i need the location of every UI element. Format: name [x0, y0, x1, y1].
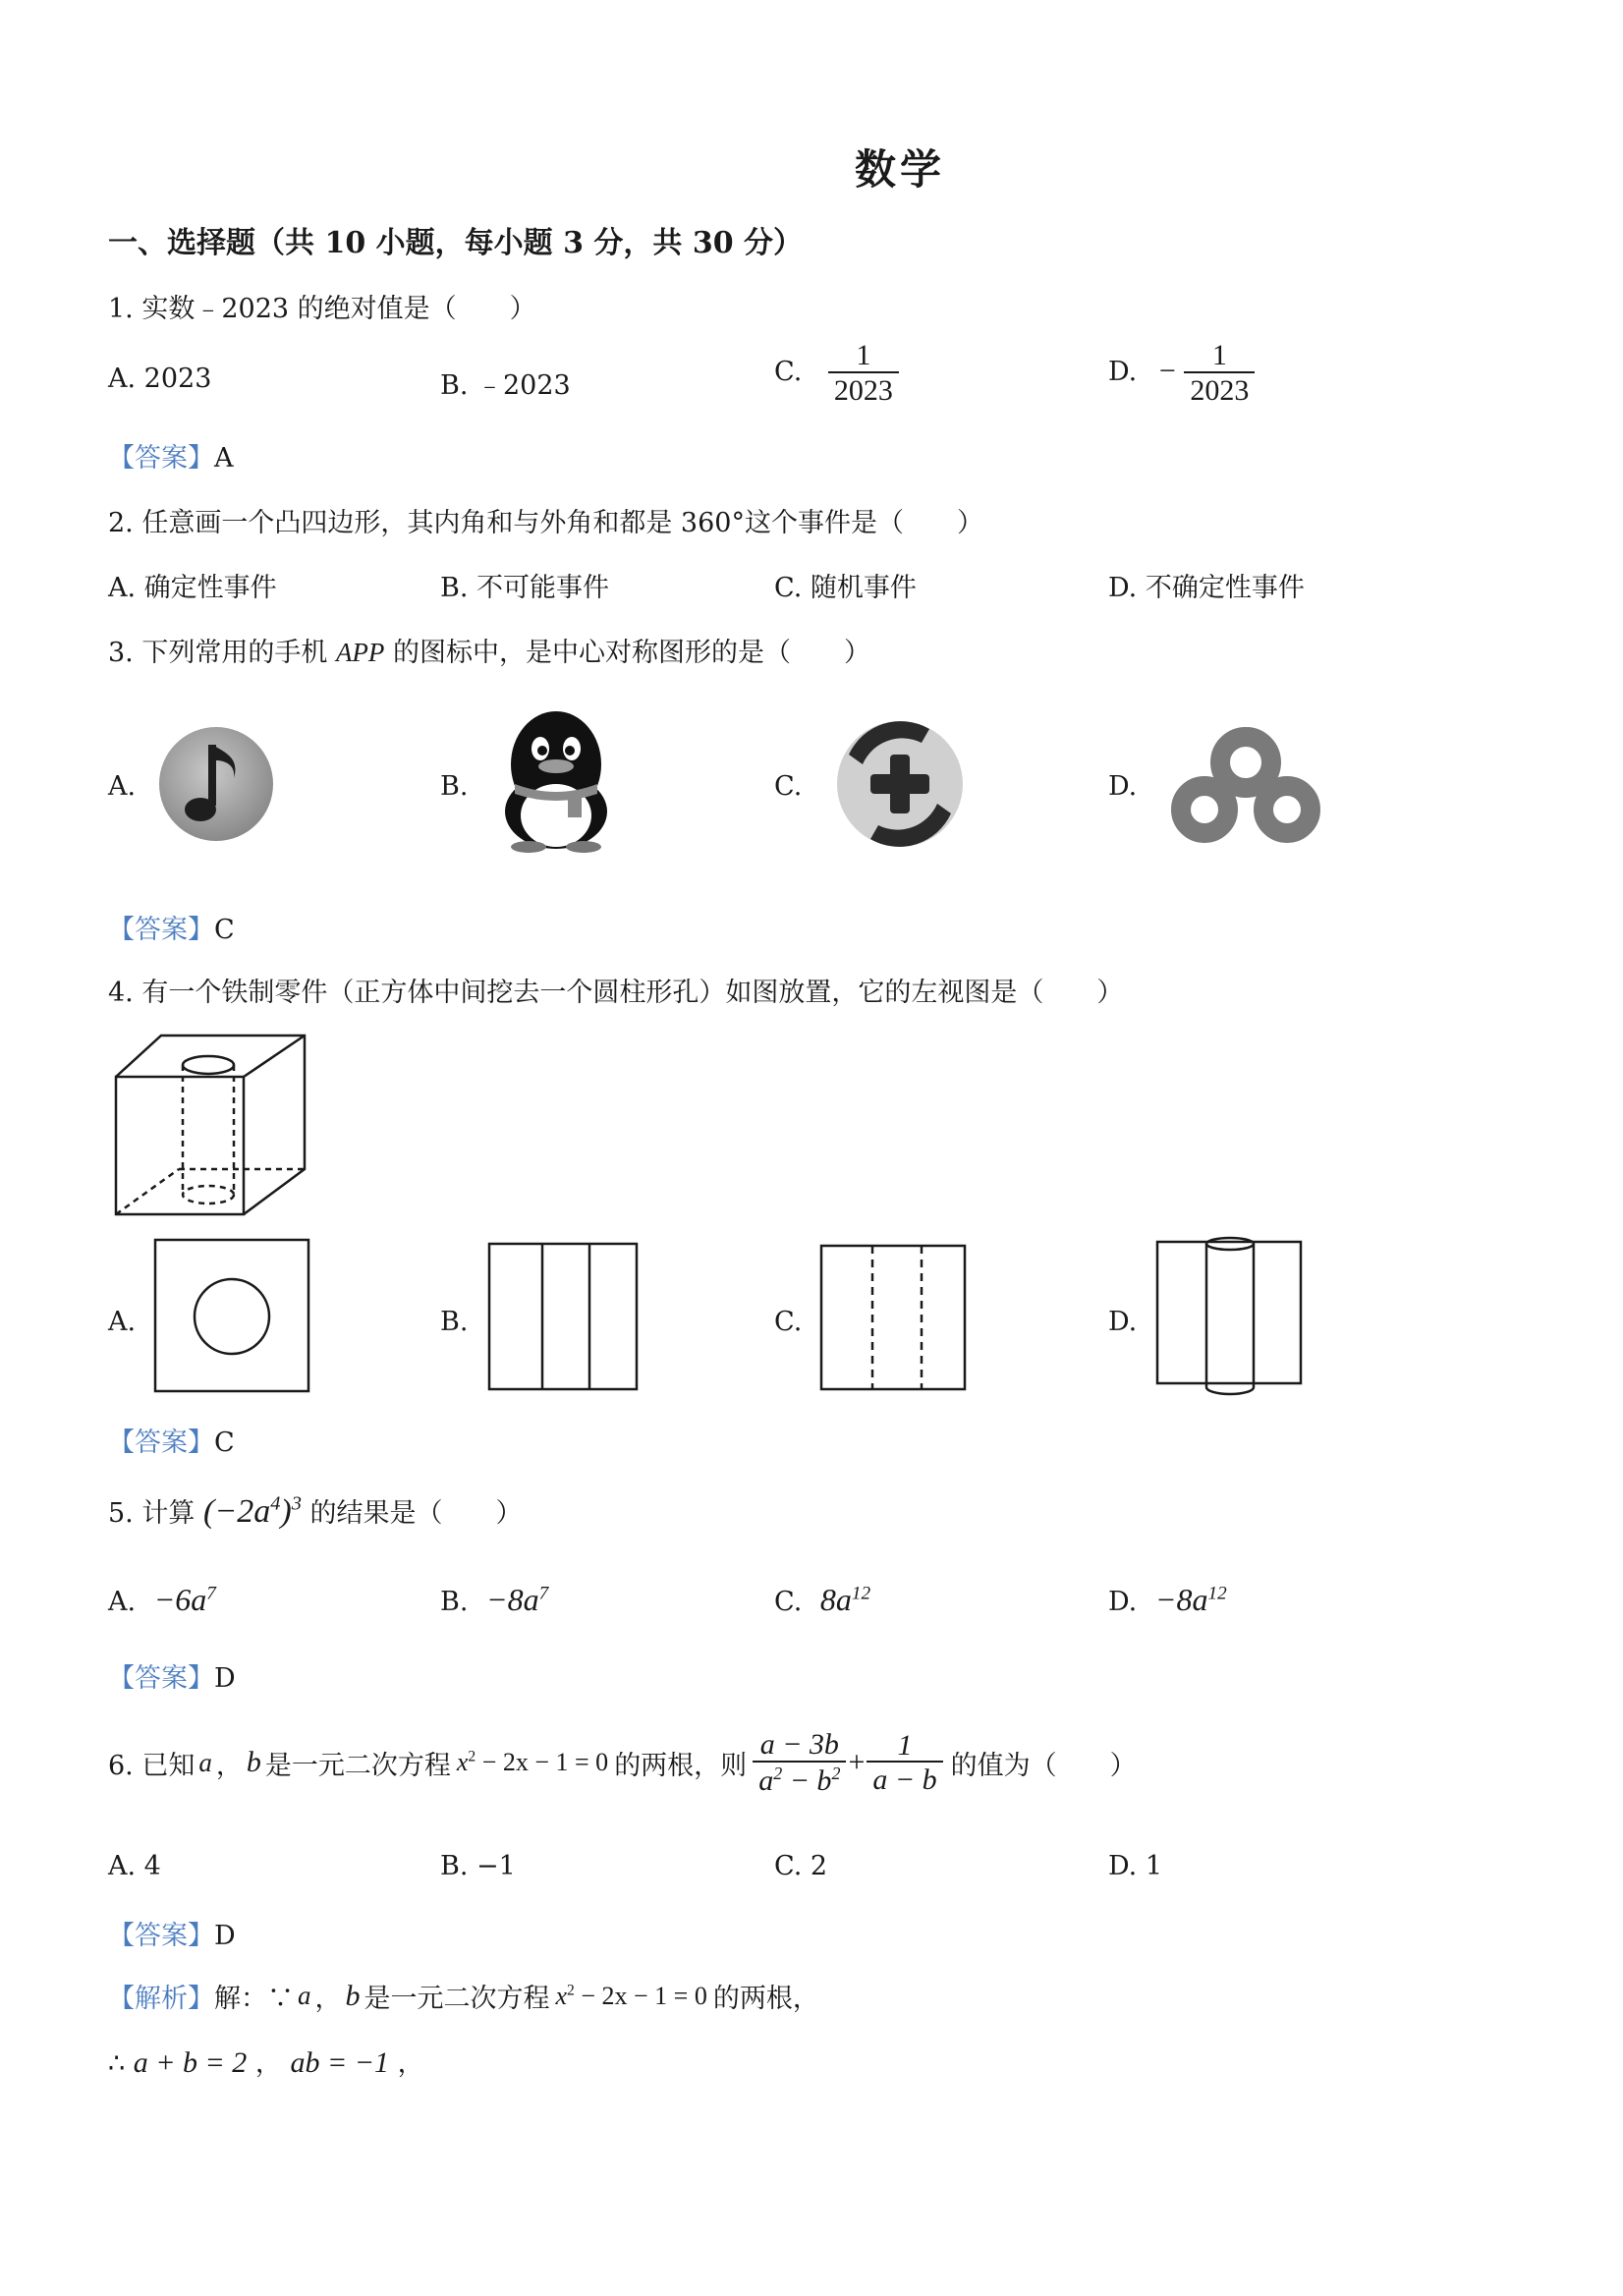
analysis-t1: 解：∵ [214, 1984, 294, 2014]
q5-b-exp: 7 [538, 1583, 549, 1604]
q3-option-c: C. [774, 771, 803, 802]
q6-equation [457, 1748, 608, 1777]
q3-text-app: APP [335, 638, 385, 667]
q6-f1-denominator [753, 1761, 846, 1797]
q5-expr-base: −2a [214, 1493, 271, 1530]
analysis-eq2: ab = −1 [290, 2046, 389, 2079]
q6-f1-numerator: a − 3b [759, 1728, 839, 1761]
q6-t5: 的值为（ ） [950, 1750, 1137, 1781]
q6-option-b: B. −1 [440, 1851, 516, 1881]
q5-answer [108, 1656, 236, 1695]
music-note-icon [155, 723, 277, 845]
q4-view-b-figure [487, 1242, 641, 1393]
q4-option-a: A. [108, 1307, 137, 1337]
page-title: 数学 [855, 145, 946, 194]
answer-tag: 【答案】 [108, 1921, 214, 1951]
q2-option-c: C. 随机事件 [774, 573, 917, 603]
q1-answer [108, 436, 234, 475]
q4-view-c-figure [819, 1244, 969, 1393]
q6-analysis-line-1 [108, 1977, 819, 2015]
q6-option-a: A. 4 [108, 1851, 161, 1881]
question-4-text: 4. 有一个铁制零件（正方体中间挖去一个圆柱形孔）如图放置，它的左视图是（ ） [108, 978, 1124, 1008]
analysis-t2: ， [314, 1984, 342, 2014]
answer-tag: 【答案】 [108, 915, 214, 945]
q5-text-pre: 5. 计算 [108, 1498, 196, 1529]
q5-option-a [108, 1582, 216, 1618]
q6-f1-exp-1: 2 [773, 1763, 783, 1783]
q5-option-b [440, 1582, 548, 1618]
q5-expression: $(-2a^4)^3$ [202, 1492, 302, 1530]
q1-c-denominator: 2023 [828, 371, 899, 407]
q5-d-base: −8a [1154, 1582, 1208, 1617]
q6-t1: 6. 已知 [108, 1750, 196, 1781]
q5-expr-outer-exp: 3 [291, 1492, 302, 1515]
q6-t3: 是一元二次方程 [264, 1750, 451, 1781]
question-1-text: 1. 实数﹣2023 的绝对值是（ ） [108, 294, 536, 324]
q5-option-c [774, 1582, 870, 1618]
q1-option-d-fraction [1184, 340, 1255, 406]
penguin-icon [489, 705, 623, 853]
q6-var-b: b [246, 1746, 261, 1778]
q5-c-label: C. [774, 1587, 803, 1617]
q5-c-base: 8a [819, 1582, 852, 1617]
q5-b-label: B. [440, 1587, 469, 1617]
question-6-text [108, 1729, 1137, 1796]
q5-c-exp: 12 [851, 1583, 871, 1604]
q2-option-b: B. 不可能事件 [440, 573, 610, 603]
analysis-end: ， [397, 2048, 424, 2079]
q1-option-d-label: D. [1108, 357, 1138, 387]
q1-answer-value: A [214, 443, 234, 474]
analysis-sep: ， [254, 2048, 282, 2079]
question-2-text: 2. 任意画一个凸四边形，其内角和与外角和都是 360°这个事件是（ ） [108, 508, 983, 538]
q4-answer [108, 1421, 235, 1459]
q4-view-a-figure [153, 1238, 312, 1395]
q6-fraction-2 [867, 1730, 942, 1796]
q3-option-d: D. [1108, 771, 1138, 802]
q3-text-post: 的图标中，是中心对称图形的是（ ） [393, 638, 871, 668]
q3-option-a: A. [108, 771, 137, 802]
q1-d-sign: − [1158, 355, 1176, 387]
q5-d-label: D. [1108, 1587, 1138, 1617]
q6-f1-den-mid: − b [782, 1764, 832, 1797]
q5-a-exp: 7 [206, 1583, 216, 1604]
q6-var-a: a [198, 1747, 212, 1777]
plus-circle-icon [831, 715, 969, 853]
q4-option-d: D. [1108, 1307, 1138, 1337]
analysis-equation [556, 1982, 707, 2011]
q5-d-exp: 12 [1207, 1583, 1227, 1604]
q2-option-d: D. 不确定性事件 [1108, 573, 1305, 603]
q6-t4: 的两根，则 [614, 1750, 748, 1781]
q4-view-d-figure [1155, 1236, 1305, 1399]
analysis-var-b: b [345, 1979, 361, 2012]
section-heading: 一、选择题（共 10 小题，每小题 3 分，共 30 分） [108, 226, 804, 260]
analysis-tag: 【解析】 [108, 1984, 214, 2014]
q5-answer-value: D [214, 1663, 236, 1694]
q3-answer [108, 908, 235, 946]
q1-option-c [774, 340, 899, 406]
q5-a-base: −6a [153, 1582, 207, 1617]
answer-tag: 【答案】 [108, 1663, 214, 1694]
q5-expr-inner-exp: 4 [270, 1492, 281, 1515]
q1-option-d [1108, 340, 1255, 406]
q6-analysis-line-2 [108, 2042, 424, 2080]
q3-text-pre: 3. 下列常用的手机 [108, 638, 328, 668]
analysis-eq-x: x [555, 1981, 568, 2010]
q6-fraction-1 [753, 1729, 846, 1796]
q5-text-post: 的结果是（ ） [309, 1498, 523, 1529]
analysis-var-a: a [298, 1981, 311, 2010]
answer-tag: 【答案】 [108, 443, 214, 474]
cube-with-hole-figure [112, 1032, 314, 1224]
q6-answer [108, 1914, 236, 1952]
q3-option-b: B. [440, 771, 469, 802]
analysis-eq-rest: − 2x − 1 = 0 [574, 1981, 707, 2010]
q1-c-numerator: 1 [856, 339, 871, 371]
q1-option-c-label: C. [774, 357, 803, 387]
q5-a-label: A. [108, 1587, 137, 1617]
q1-option-a: A. 2023 [108, 364, 212, 394]
q6-f2-denominator: a − b [867, 1761, 942, 1796]
q3-answer-value: C [214, 915, 235, 945]
q6-eq-x: x [456, 1748, 469, 1776]
q4-answer-value: C [214, 1428, 235, 1458]
q5-b-base: −8a [486, 1582, 539, 1617]
q1-d-denominator: 2023 [1184, 371, 1255, 407]
q2-option-a: A. 确定性事件 [108, 573, 277, 603]
analysis-eq-exp: 2 [567, 1981, 575, 1998]
q6-answer-value: D [214, 1921, 236, 1951]
analysis-t4: 的两根， [712, 1984, 819, 2014]
q4-option-c: C. [774, 1307, 803, 1337]
q6-eq-rest: − 2x − 1 = 0 [476, 1748, 609, 1776]
analysis-therefore: ∴ [108, 2048, 126, 2079]
q1-option-c-fraction [828, 340, 899, 406]
q6-option-d: D. 1 [1108, 1851, 1163, 1881]
question-3-text [108, 631, 870, 669]
answer-tag: 【答案】 [108, 1428, 214, 1458]
q6-plus: + [848, 1746, 866, 1778]
cloud-rings-icon [1165, 723, 1326, 847]
q1-option-b: B. ﹣2023 [440, 370, 571, 401]
q4-option-b: B. [440, 1307, 469, 1337]
q5-option-d [1108, 1582, 1227, 1618]
q1-d-numerator: 1 [1211, 339, 1227, 371]
q6-f1-den-a: a [758, 1764, 774, 1797]
question-5-text [108, 1491, 523, 1531]
analysis-t3: 是一元二次方程 [364, 1984, 550, 2014]
analysis-eq1: a + b = 2 [133, 2046, 248, 2079]
q6-option-c: C. 2 [774, 1851, 828, 1881]
q6-f2-numerator: 1 [897, 1728, 913, 1762]
q6-f1-exp-2: 2 [831, 1763, 841, 1783]
q6-eq-exp: 2 [468, 1748, 476, 1765]
q6-t2: ， [215, 1750, 243, 1781]
